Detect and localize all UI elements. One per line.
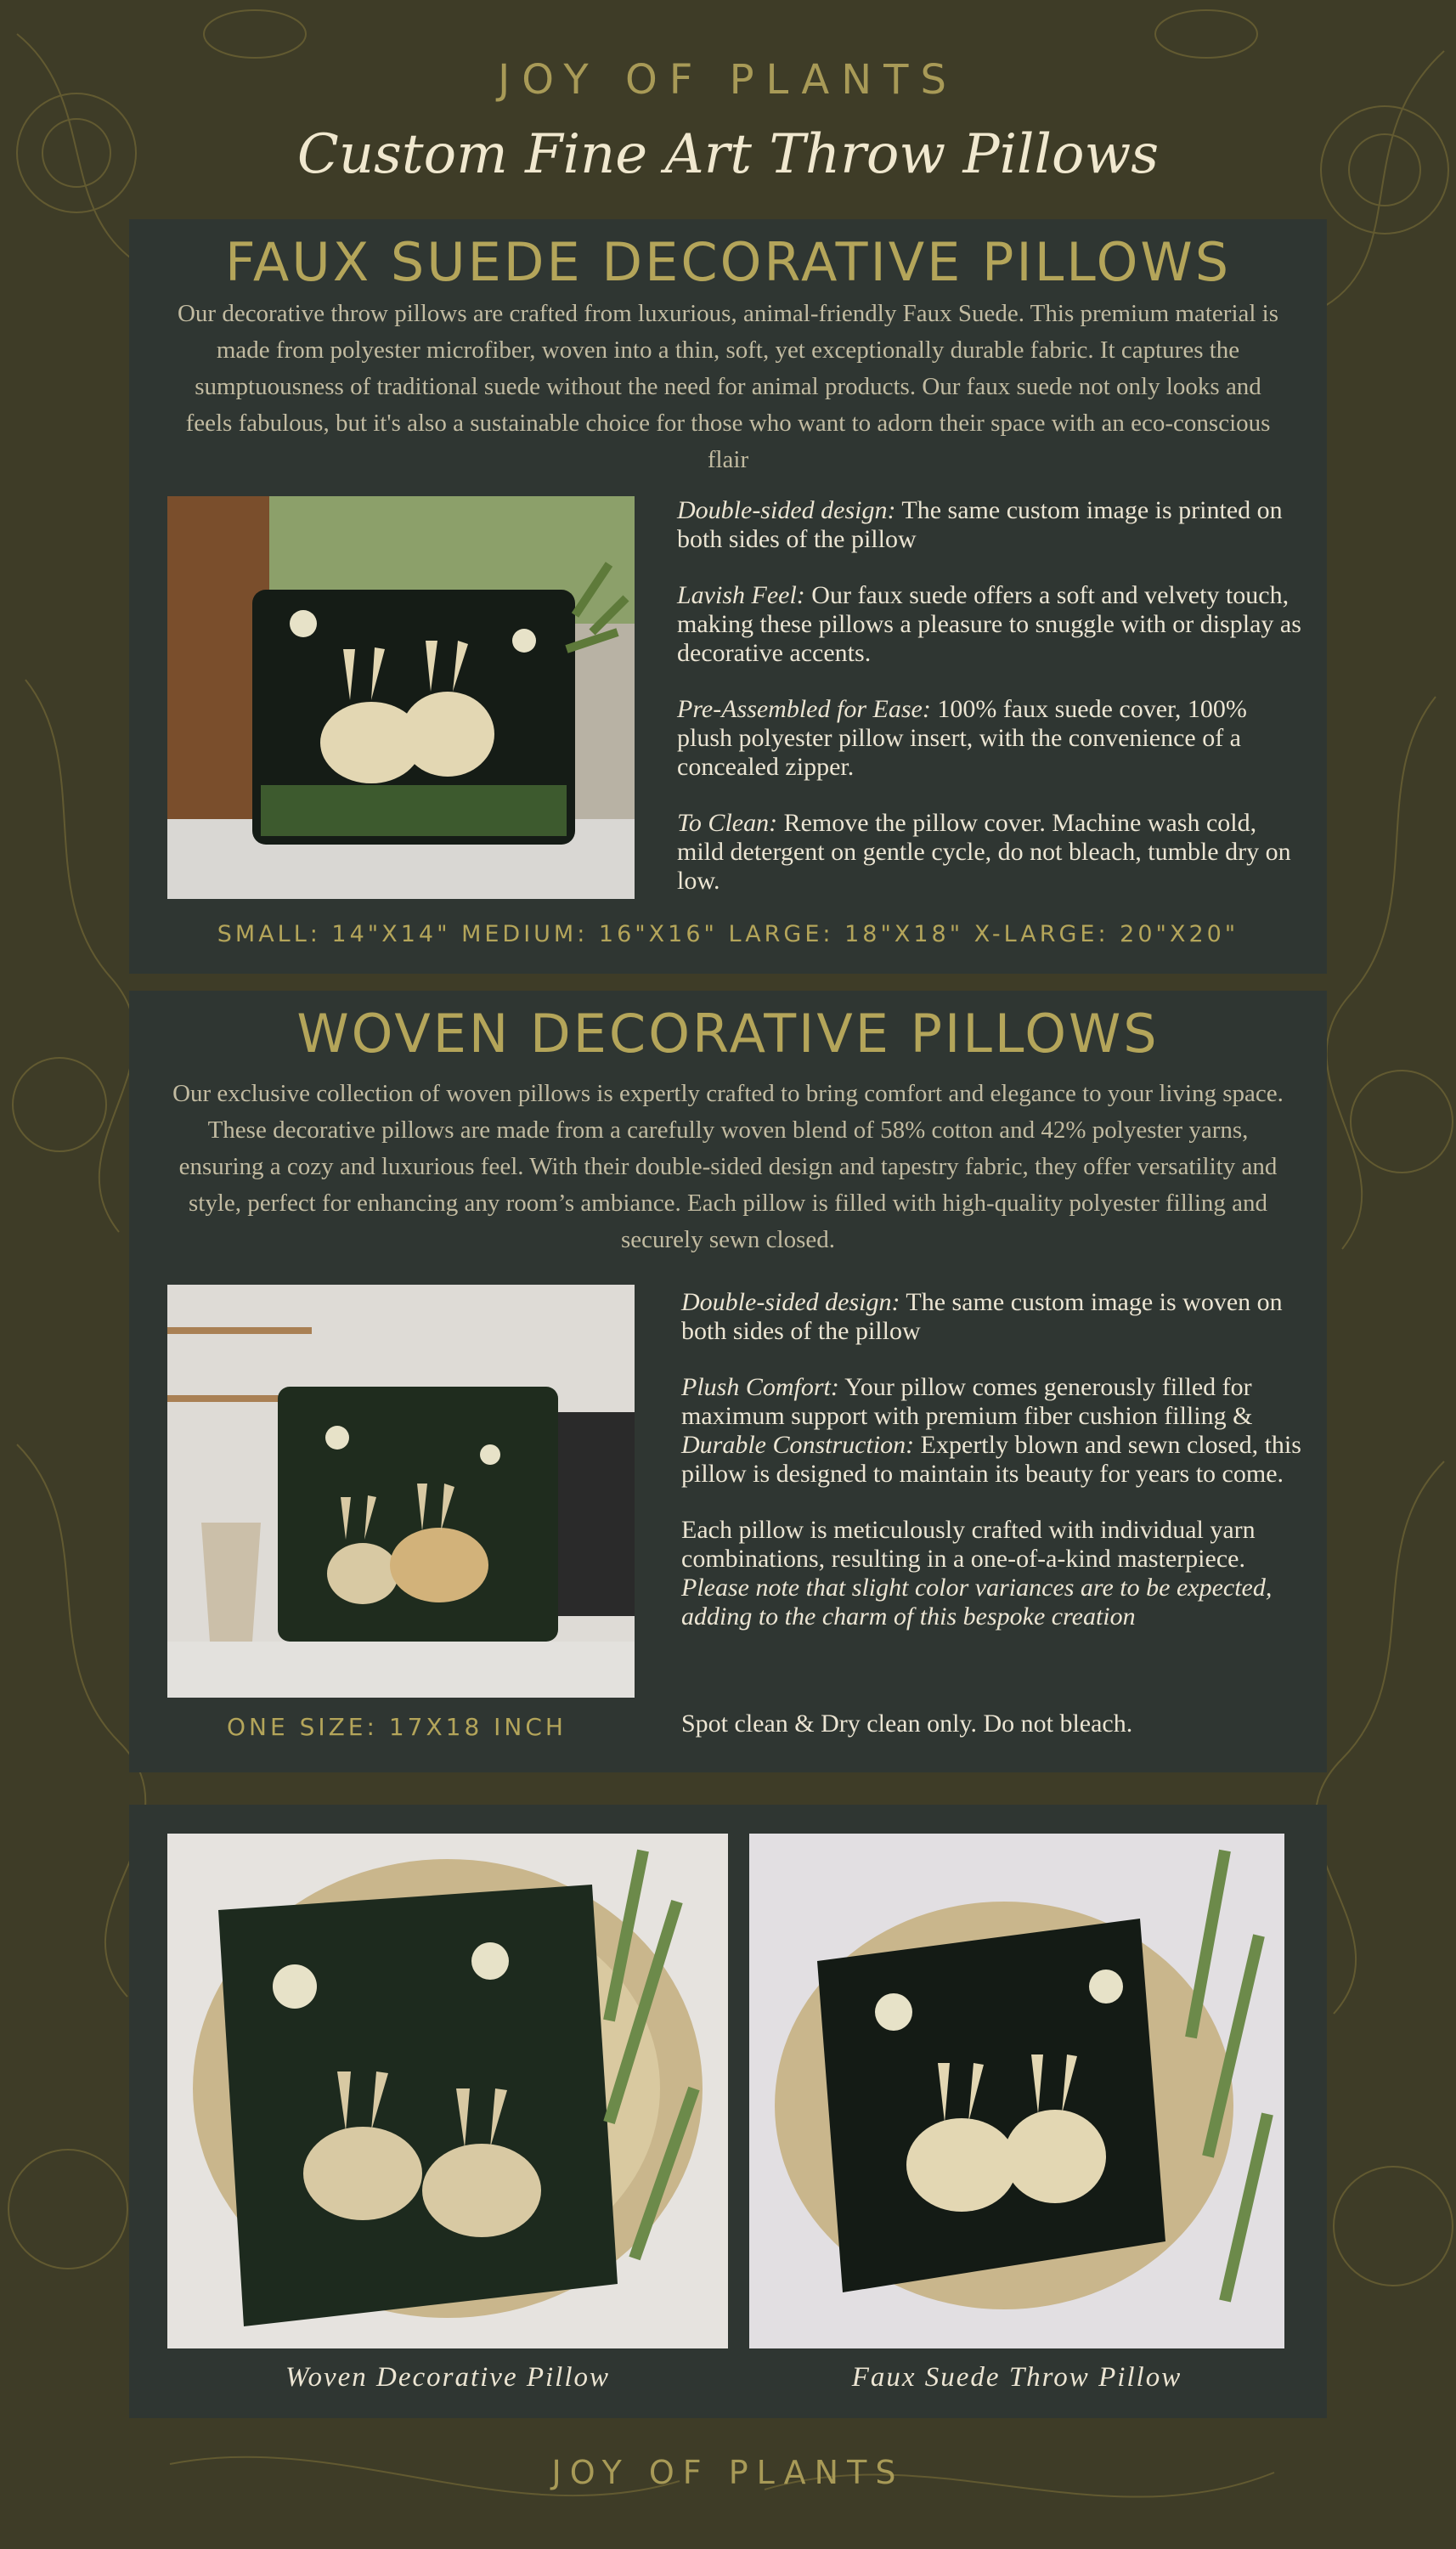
woven-size: ONE SIZE: 17X18 INCH [227, 1713, 567, 1741]
gallery-section [129, 1805, 1327, 2418]
feature-double-sided: Double-sided design: The same custom image is woven on both sides of the pillow [681, 1288, 1283, 1345]
woven-pillow-gallery-photo [167, 1834, 728, 2348]
feature-pre-assembled: Pre-Assembled for Ease: 100% faux suede cover, 100% plush polyester pillow insert, with the convenience of a concealed zipper. [677, 695, 1247, 781]
woven-heading: WOVEN DECORATIVE PILLOWS [296, 1003, 1160, 1065]
brand-wordmark: JOY OF PLANTS [498, 56, 958, 104]
woven-pillow-photo [167, 1285, 635, 1698]
faux-suede-features [677, 496, 1306, 923]
faux-suede-sizes: SMALL: 14"X14" MEDIUM: 16"X16" LARGE: 18"X18" X-LARGE: 20"X20" [217, 921, 1239, 947]
footer-wordmark: JOY OF PLANTS [551, 2454, 905, 2491]
woven-pillow-caption: Woven Decorative Pillow [285, 2362, 611, 2393]
feature-craftsmanship: Each pillow is meticulously crafted with individual yarn combinations, resulting in a one-of-a-kind masterpiece. Please note that slight color variances are to be expected, adding to the charm of this bespoke creation [681, 1516, 1273, 1631]
feature-to-clean: To Clean: Remove the pillow cover. Machine wash cold, mild detergent on gentle cycle, do not bleach, tumble dry on low. [677, 809, 1291, 895]
feature-double-sided: Double-sided design: The same custom image is printed on both sides of the pillow [677, 496, 1283, 553]
faux-suede-pillow-gallery-photo [749, 1834, 1284, 2348]
woven-features [681, 1288, 1301, 1659]
feature-lavish-feel: Lavish Feel: Our faux suede offers a soft and velvety touch, making these pillows a pleasure to snuggle with or display as decorative accents. [677, 581, 1301, 667]
faux-suede-pillow-caption: Faux Suede Throw Pillow [851, 2362, 1182, 2393]
faux-suede-description: Our decorative throw pillows are crafted from luxurious, animal-friendly Faux Suede. This premium material is made from polyester microfiber, woven into a thin, soft, yet exceptionally durable fabric. It captures the sumptuousness of traditional suede without the need for animal products. Our faux suede not only looks and feels fabulous, but it's also a sustainable choice for those who want to adorn their space with an eco-conscious flair [177, 300, 1279, 473]
faux-suede-heading: FAUX SUEDE DECORATIVE PILLOWS [224, 231, 1232, 293]
woven-care: Spot clean & Dry clean only. Do not bleach. [681, 1710, 1133, 1738]
faux-suede-pillow-photo [167, 496, 635, 899]
faux-suede-section [129, 219, 1327, 974]
feature-plush-comfort: Plush Comfort: Your pillow comes generously filled for maximum support with premium fiber cushion filling & Durable Construction: Expertly blown and sewn closed, this pillow is designed to maintain its beauty for years to come. [681, 1373, 1301, 1488]
page-tagline: Custom Fine Art Throw Pillows [296, 123, 1160, 186]
woven-description: Our exclusive collection of woven pillows is expertly crafted to bring comfort and elegance to your living space. These decorative pillows are made from a carefully woven blend of 58% cotton and 42% polyester yarns, ensuring a cozy and luxurious feel. With their double-sided design and tapestry fabric, they offer versatility and style, perfect for enhancing any room’s ambiance. Each pillow is filled with high-quality polyester filling and securely sewn closed. [172, 1080, 1284, 1253]
woven-section [129, 991, 1327, 1772]
